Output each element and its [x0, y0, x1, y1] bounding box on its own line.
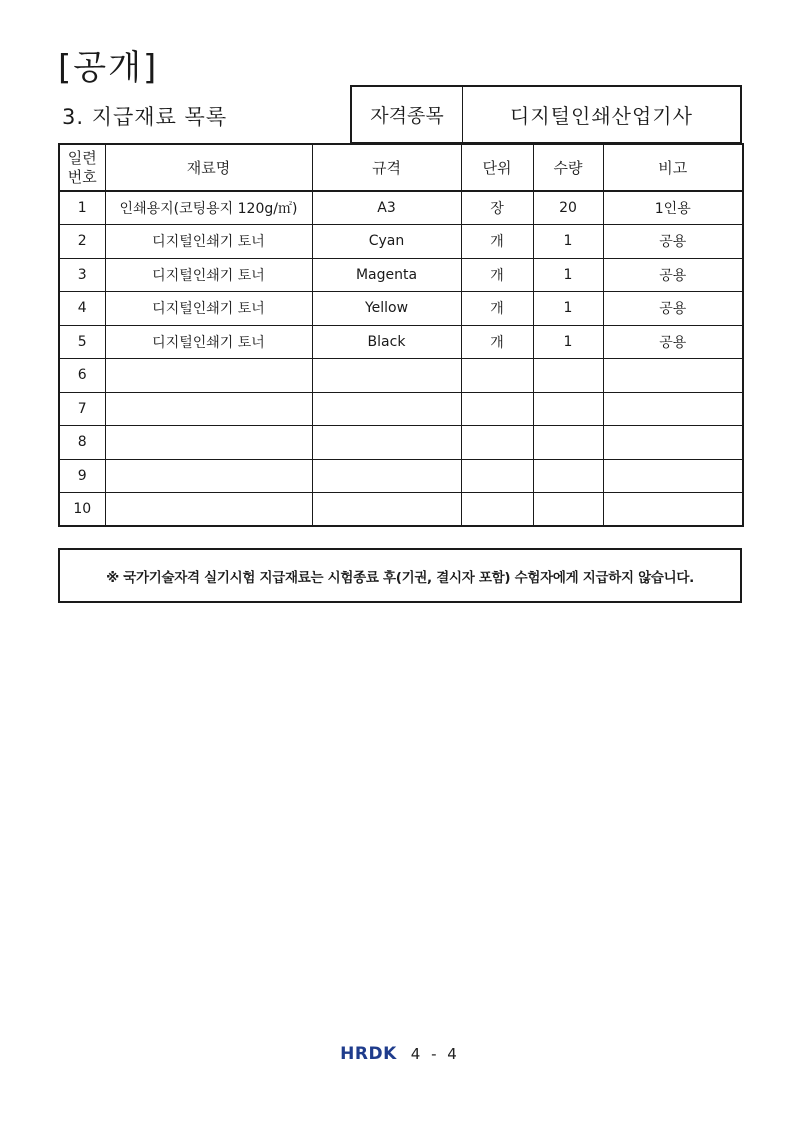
cell-material-name	[105, 426, 312, 460]
document-badge: [공개]	[58, 48, 159, 88]
table-row	[59, 493, 743, 527]
header-unit: 단위	[461, 144, 533, 191]
cell-serial: 2	[59, 225, 105, 259]
cell-material-name: 디지털인쇄기 토너	[105, 325, 312, 359]
cell-spec: A3	[312, 191, 461, 225]
notice-box	[58, 548, 742, 603]
table-header-row	[59, 144, 743, 191]
cell-quantity: 1	[533, 325, 603, 359]
cell-spec	[312, 359, 461, 393]
cell-serial: 3	[59, 258, 105, 292]
cell-note: 공용	[603, 258, 743, 292]
cell-serial: 1	[59, 191, 105, 225]
cell-serial: 9	[59, 459, 105, 493]
table-row	[59, 459, 743, 493]
cell-spec	[312, 426, 461, 460]
qualification-box	[350, 85, 742, 144]
hrdk-logo: HRDK	[340, 1044, 397, 1064]
materials-table	[58, 143, 744, 527]
cell-unit	[461, 359, 533, 393]
cell-quantity	[533, 392, 603, 426]
cell-serial: 6	[59, 359, 105, 393]
cell-unit: 개	[461, 325, 533, 359]
cell-note	[603, 359, 743, 393]
header-quantity: 수량	[533, 144, 603, 191]
cell-spec: Yellow	[312, 292, 461, 326]
cell-unit	[461, 426, 533, 460]
notice-text: ※ 국가기술자격 실기시험 지급재료는 시험종료 후(기권, 결시자 포함) 수험자에게 지급하지 않습니다.	[106, 569, 694, 586]
page-footer	[0, 1044, 800, 1064]
cell-quantity: 1	[533, 292, 603, 326]
cell-note: 1인용	[603, 191, 743, 225]
cell-unit: 개	[461, 225, 533, 259]
cell-spec: Black	[312, 325, 461, 359]
header-note: 비고	[603, 144, 743, 191]
header-serial-line1: 일련	[67, 148, 97, 167]
cell-quantity	[533, 493, 603, 527]
cell-note: 공용	[603, 292, 743, 326]
cell-note: 공용	[603, 325, 743, 359]
cell-unit: 개	[461, 292, 533, 326]
cell-unit: 장	[461, 191, 533, 225]
cell-quantity: 1	[533, 225, 603, 259]
page-number: 4 - 4	[410, 1045, 460, 1063]
cell-quantity: 1	[533, 258, 603, 292]
cell-material-name: 디지털인쇄기 토너	[105, 225, 312, 259]
cell-spec	[312, 459, 461, 493]
cell-unit: 개	[461, 258, 533, 292]
cell-material-name: 인쇄용지(코팅용지 120g/㎡)	[105, 191, 312, 225]
cell-material-name	[105, 459, 312, 493]
table-row	[59, 426, 743, 460]
table-row	[59, 225, 743, 259]
cell-material-name: 디지털인쇄기 토너	[105, 258, 312, 292]
header-material-name: 재료명	[105, 144, 312, 191]
table-row	[59, 258, 743, 292]
cell-material-name	[105, 359, 312, 393]
cell-material-name	[105, 392, 312, 426]
section-header	[58, 85, 742, 144]
section-title: 3. 지급재료 목록	[62, 105, 228, 129]
cell-quantity	[533, 359, 603, 393]
cell-unit	[461, 459, 533, 493]
cell-quantity	[533, 459, 603, 493]
cell-note	[603, 493, 743, 527]
cell-note	[603, 426, 743, 460]
cell-spec: Magenta	[312, 258, 461, 292]
header-spec: 규격	[312, 144, 461, 191]
cell-quantity: 20	[533, 191, 603, 225]
table-row	[59, 292, 743, 326]
qualification-value: 디지털인쇄산업기사	[510, 104, 693, 128]
cell-material-name: 디지털인쇄기 토너	[105, 292, 312, 326]
table-row	[59, 392, 743, 426]
cell-note	[603, 392, 743, 426]
table-row	[59, 325, 743, 359]
header-serial-line2: 번호	[67, 167, 97, 186]
table-row	[59, 191, 743, 225]
cell-spec: Cyan	[312, 225, 461, 259]
cell-unit	[461, 392, 533, 426]
cell-serial: 7	[59, 392, 105, 426]
cell-unit	[461, 493, 533, 527]
qualification-label: 자격종목	[352, 87, 463, 142]
cell-note	[603, 459, 743, 493]
header-serial-number	[59, 144, 105, 191]
cell-serial: 4	[59, 292, 105, 326]
cell-note: 공용	[603, 225, 743, 259]
cell-serial: 10	[59, 493, 105, 527]
cell-serial: 8	[59, 426, 105, 460]
cell-spec	[312, 392, 461, 426]
cell-serial: 5	[59, 325, 105, 359]
table-row	[59, 359, 743, 393]
cell-spec	[312, 493, 461, 527]
cell-material-name	[105, 493, 312, 527]
cell-quantity	[533, 426, 603, 460]
